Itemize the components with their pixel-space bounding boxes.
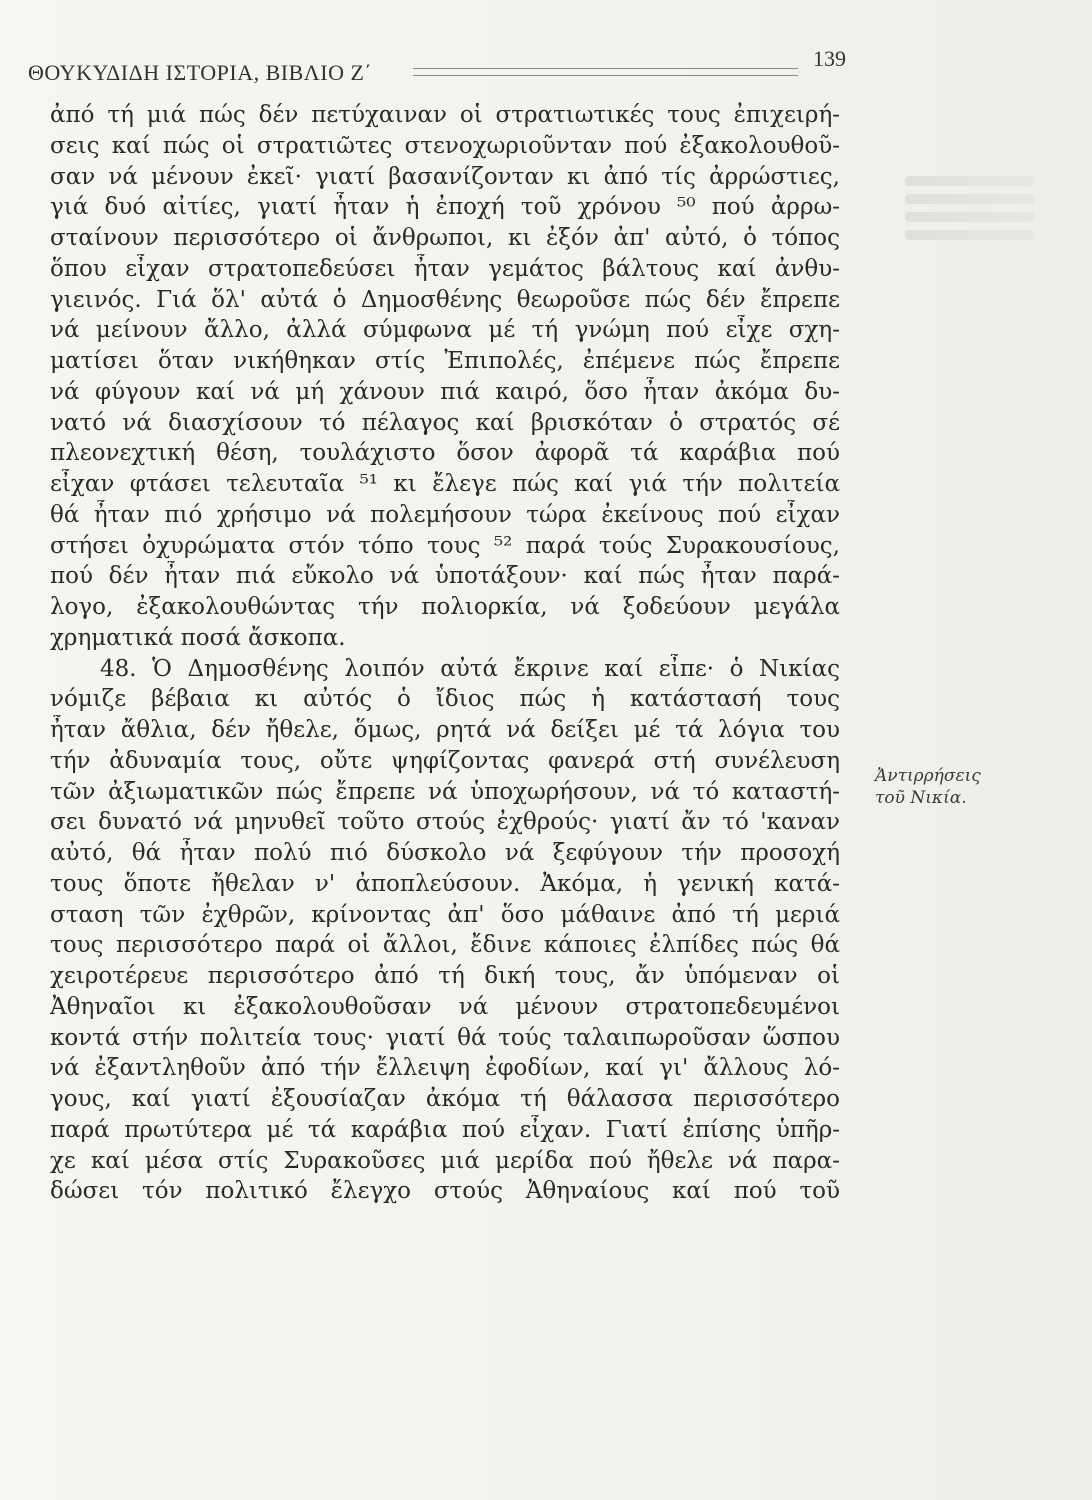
text-line: σει δυνατό νά μηνυθεῖ τοῦτο στούς ἐχθρούς· γιατί ἄν τό 'καναν — [50, 809, 840, 836]
text-line: σαν νά μένουν ἐκεῖ· γιατί βασανίζονταν κι ἀπό τίς ἀρρώστιες, — [50, 163, 840, 190]
text-line: χρηματικά ποσά ἄσκοπα. — [50, 624, 346, 651]
text-line: τήν ἀδυναμία τους, οὔτε ψηφίζοντας φανερά στή συνέλευση — [50, 747, 840, 774]
text-line: νά ἐξαντληθοῦν ἀπό τήν ἔλλειψη ἐφοδίων, καί γι' ἄλλους λό- — [50, 1055, 840, 1082]
text-line: σταση τῶν ἐχθρῶν, κρίνοντας ἀπ' ὅσο μάθαινε ἀπό τή μεριά — [50, 901, 840, 928]
text-line: εἶχαν φτάσει τελευταῖα ⁵¹ κι ἔλεγε πώς καί γιά τήν πολιτεία — [50, 471, 840, 497]
text-line: νόμιζε βέβαια κι αὐτός ὁ ἴδιος πώς ἡ κατάστασή τους — [50, 686, 840, 713]
margin-note-line: Ἀντιρρήσεις — [875, 766, 981, 786]
running-title: ΘΟΥΚΥΔΙΔΗ ΙΣΤΟΡΙΑ, ΒΙΒΛΙΟ Ζ΄ — [28, 60, 373, 85]
body-text — [50, 100, 840, 1207]
text-line: παρά πρωτύτερα μέ τά καράβια πού εἶχαν. Γιατί ἐπίσης ὑπῆρ- — [50, 1116, 840, 1143]
margin-note — [875, 765, 1075, 809]
text-line: ματίσει ὅταν νικήθηκαν στίς Ἐπιπολές, ἐπέμενε πώς ἔπρεπε — [50, 348, 840, 374]
text-line: πού δέν ἦταν πιά εὔκολο νά ὑποτάξουν· καί πώς ἦταν παρά- — [50, 563, 840, 590]
text-line: κοντά στήν πολιτεία τους· γιατί θά τούς ταλαιπωροῦσαν ὥσπου — [50, 1024, 840, 1051]
text-line: γιά δυό αἰτίες, γιατί ἦταν ἡ ἐποχή τοῦ χρόνου ⁵⁰ πού ἀρρω- — [50, 194, 840, 221]
text-line: νατό νά διασχίσουν τό πέλαγος καί βρισκόταν ὁ στρατός σέ — [50, 409, 840, 436]
text-line: σταίνουν περισσότερο οἱ ἄνθρωποι, κι ἐξόν ἀπ' αὐτό, ὁ τόπος — [50, 225, 840, 251]
faded-note-line — [905, 176, 1035, 186]
faded-note-line — [905, 212, 1035, 222]
header-rule — [413, 68, 798, 76]
text-line: αὐτό, θά ἦταν πολύ πιό δύσκολο νά ξεφύγουν τήν προσοχή — [50, 840, 840, 866]
text-line: λογο, ἐξακολουθώντας τήν πολιορκία, νά ξοδεύουν μεγάλα — [50, 594, 840, 620]
text-line: θά ἦταν πιό χρήσιμο νά πολεμήσουν τώρα ἐκείνους πού εἶχαν — [50, 501, 840, 528]
text-line: Ἀθηναῖοι κι ἐξακολουθοῦσαν νά μένουν στρατοπεδευμένοι — [50, 993, 840, 1020]
text-line: χε καί μέσα στίς Συρακοῦσες μιά μερίδα πού ἤθελε νά παρα- — [50, 1147, 840, 1174]
chapter-48-start: 48. Ὁ Δημοσθένης λοιπόν αὐτά ἔκρινε καί εἶπε· ὁ Νικίας — [100, 655, 840, 682]
faded-note-line — [905, 194, 1035, 204]
text-line: δώσει τόν πολιτικό ἔλεγχο στούς Ἀθηναίους καί πού τοῦ — [50, 1178, 840, 1205]
text-line: ἦταν ἄθλια, δέν ἤθελε, ὅμως, ρητά νά δείξει μέ τά λόγια του — [50, 717, 840, 743]
page-number: 139 — [813, 46, 846, 71]
text-line: ὅπου εἶχαν στρατοπεδεύσει ἦταν γεμάτος βάλτους καί ἀνθυ- — [50, 255, 840, 282]
text-line: χειροτέρευε περισσότερο ἀπό τή δική τους, ἄν ὑπόμεναν οἱ — [50, 963, 840, 989]
text-line: τους ὅποτε ἤθελαν ν' ἀποπλεύσουν. Ἀκόμα, ἡ γενική κατά- — [50, 870, 840, 897]
faded-margin-note — [905, 168, 1035, 268]
text-line: νά φύγουν καί νά μή χάνουν πιά καιρό, ὅσο ἦταν ἀκόμα δυ- — [50, 378, 840, 405]
text-line: νά μείνουν ἄλλο, ἀλλά σύμφωνα μέ τή γνώμη πού εἶχε σχη- — [50, 317, 840, 344]
text-line: στήσει ὀχυρώματα στόν τόπο τους ⁵² παρά τούς Συρακουσίους, — [50, 532, 840, 559]
text-line: τους περισσότερο παρά οἱ ἄλλοι, ἔδινε κάποιες ἐλπίδες πώς θά — [50, 932, 840, 959]
text-line: γους, καί γιατί ἐξουσίαζαν ἀκόμα τή θάλασσα περισσότερο — [50, 1086, 840, 1112]
text-line: τῶν ἀξιωματικῶν πώς ἔπρεπε νά ὑποχωρήσουν, νά τό καταστή- — [50, 778, 840, 805]
text-line: σεις καί πώς οἱ στρατιῶτες στενοχωριοῦνταν πού ἐξακολουθοῦ- — [50, 132, 840, 159]
text-line: ἀπό τή μιά πώς δέν πετύχαιναν οἱ στρατιωτικές τους ἐπιχειρή- — [50, 102, 840, 128]
text-line: πλεονεχτική θέση, τουλάχιστο ὅσον ἀφορᾶ τά καράβια πού — [50, 440, 840, 467]
text-line: γιεινός. Γιά ὅλ' αὐτά ὁ Δημοσθένης θεωροῦσε πώς δέν ἔπρεπε — [50, 286, 840, 313]
margin-note-line: τοῦ Νικία. — [875, 788, 967, 808]
faded-note-line — [905, 230, 1035, 240]
running-head — [28, 46, 846, 90]
